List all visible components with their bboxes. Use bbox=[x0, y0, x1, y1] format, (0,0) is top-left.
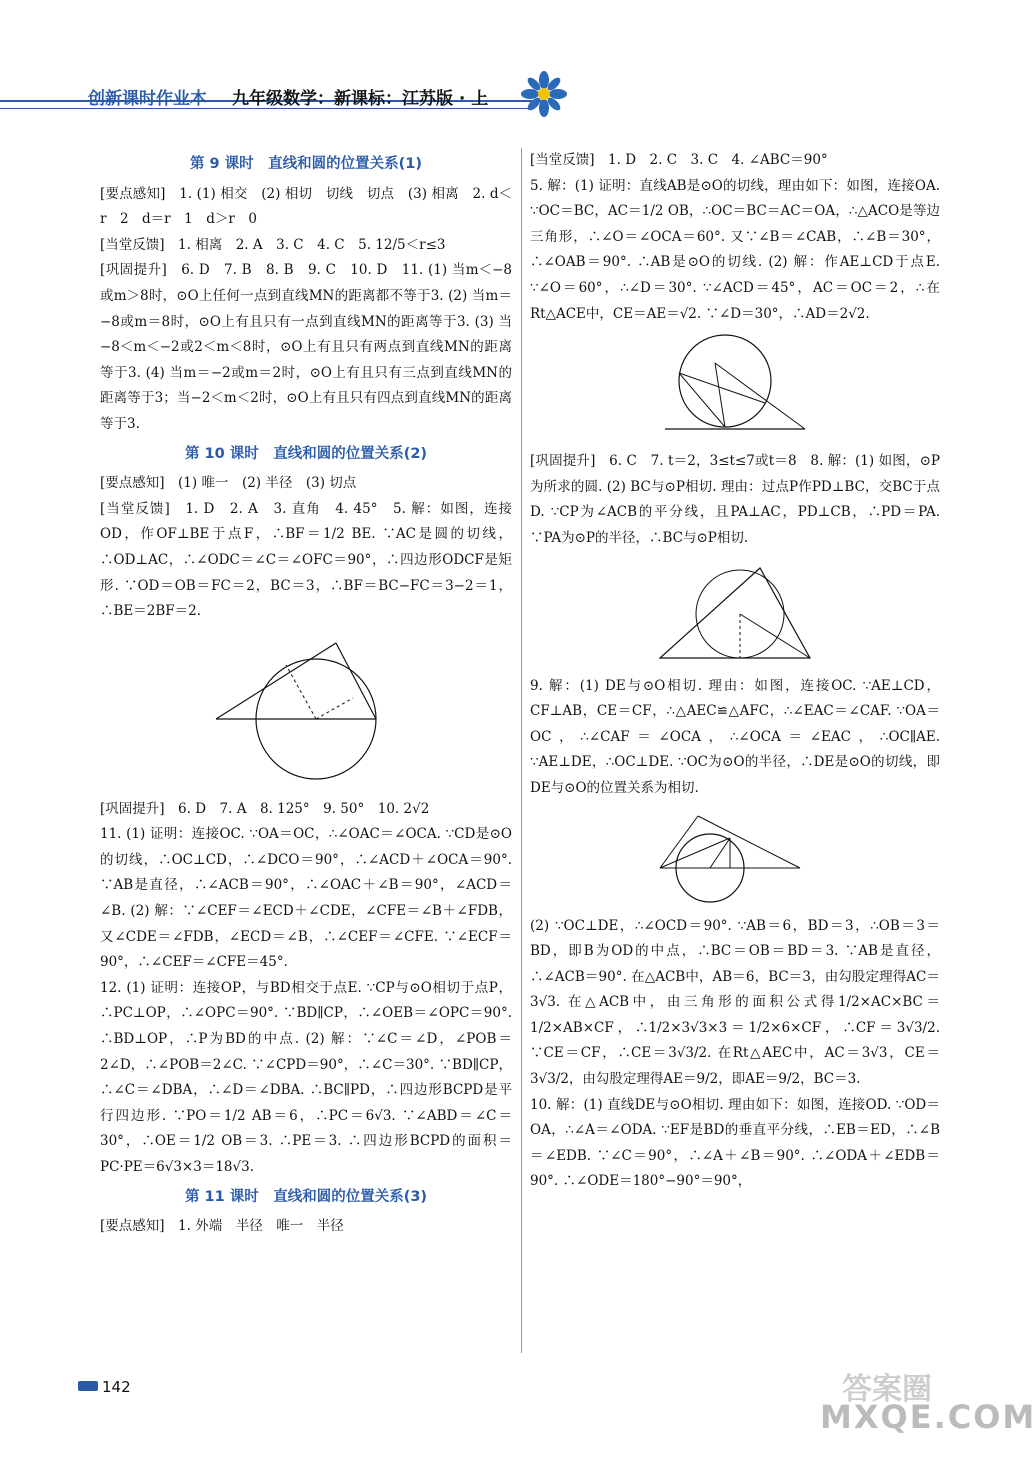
answer-paragraph: [当堂反馈] 1. D 2. A 3. 直角 4. 45° 5. 解：如图，连接OD，作OF⊥BE于点F，∴BF＝1/2 BE. ∵AC是圆的切线，∴OD⊥AC，∴∠ODC＝∠C＝∠OFC＝90°，∴四边形ODCF是矩形. ∵OD＝OB＝FC＝2，BC＝3，∴BF＝BC−FC＝3−2＝1，∴BE＝2BF＝2. bbox=[100, 500, 512, 620]
answer-paragraph: 9. 解：(1) DE与⊙O相切. 理由：如图，连接OC. ∵AE⊥CD，CF⊥AB，CE＝CF，∴△AEC≌△AFC，∴∠EAC＝∠CAF. ∵OA＝OC，∴∠CAF＝∠OCA，∴∠OCA＝∠EAC，∴OC∥AE. ∵AE⊥DE，∴OC⊥DE. ∵OC为⊙O的半径，∴DE是⊙O的切线，即DE与⊙O的位置关系为相切. bbox=[530, 677, 940, 796]
section-title-9: 第 9 课时 直线和圆的位置关系(1) bbox=[189, 156, 423, 172]
book-subtitle: 九年级数学：新课标：江苏版 · 上 bbox=[232, 89, 489, 109]
answer-paragraph: [当堂反馈] 1. 相离 2. A 3. C 4. C 5. 12/5＜r≤3 bbox=[100, 236, 446, 253]
geometry-figure-circle-tangent bbox=[206, 631, 406, 791]
answer-paragraph: 5. 解：(1) 证明：直线AB是⊙O的切线，理由如下：如图，连接OA. ∵OC＝BC，AC＝1/2 OB，∴OC＝BC＝AC＝OA，∴△ACO是等边三角形，∴∠O＝∠OCA＝60°. 又∵∠B＝∠CAB，∴∠B＝30°，∴∠OAB＝90°. ∴AB是⊙O的切线. (2) 解：作AE⊥CD于点E. ∵∠O＝60°，∴∠D＝30°. ∵∠ACD＝45°，AC＝OC＝2，∴在Rt△ACE中，CE＝AE＝√2. ∵∠D＝30°，∴AD＝2√2. bbox=[530, 177, 940, 322]
geometry-figure-circle-p bbox=[650, 558, 820, 668]
answer-paragraph: [巩固提升] 6. C 7. t＝2，3≤t≤7或t＝8 8. 解：(1) 如图，⊙P为所求的圆. (2) BC与⊙P相切. 理由：过点P作PD⊥BC，交BC于点D. ∵CP为∠ACB的平分线，且PA⊥AC，PD⊥CB，∴PD＝PA. ∵PA为⊙P的半径，∴BC与⊙P相切. bbox=[530, 453, 940, 546]
answer-paragraph: 10. 解：(1) 直线DE与⊙O相切. 理由如下：如图，连接OD. ∵OD＝OA，∴∠A＝∠ODA. ∵EF是BD的垂直平分线，∴EB＝ED，∴∠B＝∠EDB. ∵∠C＝90°，∴∠A＋∠B＝90°. ∴∠ODA＋∠EDB＝90°. ∴∠ODE＝180°−90°＝90°， bbox=[530, 1096, 940, 1190]
page-number: 142 bbox=[102, 1378, 131, 1396]
watermark: MXQE.COM bbox=[820, 1398, 1036, 1436]
geometry-figure-tangent-ab bbox=[655, 333, 815, 443]
column-divider bbox=[521, 148, 522, 1353]
section-title-11: 第 11 课时 直线和圆的位置关系(3) bbox=[184, 1188, 428, 1205]
page-marker bbox=[78, 1381, 98, 1391]
answer-paragraph: 11. (1) 证明：连接OC. ∵OA＝OC，∴∠OAC＝∠OCA. ∵CD是⊙O的切线，∴OC⊥CD，∴∠DCO＝90°，∴∠ACD＋∠OCA＝90°. ∵AB是直径，∴∠ACB＝90°，∴∠OAC＋∠B＝90°，∠ACD＝∠B. (2) 解：∵∠CEF＝∠ECD＋∠CDE，∠CFE＝∠B＋∠FDB，又∠CDE＝∠FDB，∠ECD＝∠B，∴∠CEF＝∠CFE. ∵∠ECF＝90°，∴∠CEF＝∠CFE＝45°. bbox=[100, 826, 512, 971]
answer-paragraph: [巩固提升] 6. D 7. A 8. 125° 9. 50° 10. 2√2 bbox=[100, 800, 430, 817]
answer-paragraph: 12. (1) 证明：连接OP，与BD相交于点E. ∵CP与⊙O相切于点P，∴PC⊥OP，∴∠OPC＝90°. ∵BD∥CP，∴∠OEB＝∠OPC＝90°. ∴BD⊥OP，∴P为BD的中点. (2) 解：∵∠C＝∠D，∠POB＝2∠D，∴∠POB＝2∠C. ∵∠CPD＝90°，∴∠C＝30°. ∵BD∥CP，∴∠C＝∠DBA，∴∠D＝∠DBA. ∴BC∥PD，∴四边形BCPD是平行四边形. ∵PO＝1/2 AB＝6，∴PC＝6√3. ∵∠ABD＝∠C＝30°，∴OE＝1/2 OB＝3. ∴PE＝3. ∴四边形BCPD的面积＝PC·PE＝6√3×3＝18√3. bbox=[100, 979, 512, 1175]
flower-icon bbox=[520, 70, 568, 118]
page-header bbox=[0, 78, 1000, 138]
answer-paragraph: [要点感知] (1) 唯一 (2) 半径 (3) 切点 bbox=[100, 475, 357, 492]
answer-paragraph: [要点感知] 1. 外端 半径 唯一 半径 bbox=[100, 1218, 344, 1235]
left-column bbox=[100, 148, 512, 1240]
answer-paragraph: [要点感知] 1. (1) 相交 (2) 相切 切线 切点 (3) 相离 2. d＜r 2 d＝r 1 d＞r 0 bbox=[100, 185, 512, 228]
answer-paragraph: [巩固提升] 6. D 7. B 8. B 9. C 10. D 11. (1) 当m＜−8或m＞8时，⊙O上任何一点到直线MN的距离都不等于3. (2) 当m＝−8或m＝8时，⊙O上有且只有一点到直线MN的距离等于3. (3) 当−8＜m＜−2或2＜m＜8时，⊙O上有且只有两点到直线MN的距离等于3. (4) 当m＝−2或m＝2时，⊙O上有且只有三点到直线MN的距离等于3；当−2＜m＜2时，⊙O上有且只有四点到直线MN的距离等于3. bbox=[100, 262, 512, 432]
answer-paragraph: [当堂反馈] 1. D 2. C 3. C 4. ∠ABC＝90° bbox=[530, 152, 828, 168]
watermark-logo: 答案圈 bbox=[842, 1372, 932, 1407]
geometry-figure-de-tangent bbox=[650, 808, 820, 908]
section-title-10: 第 10 课时 直线和圆的位置关系(2) bbox=[184, 445, 428, 462]
series-title: 创新课时作业本 bbox=[88, 89, 207, 109]
right-column bbox=[530, 148, 940, 1195]
answer-paragraph: (2) ∵OC⊥DE，∴∠OCD＝90°. ∵AB＝6，BD＝3，∴OB＝3＝BD，即B为OD的中点，∴BC＝OB＝BD＝3. ∵AB是直径，∴∠ACB＝90°. 在△ACB中，AB＝6，BC＝3，由勾股定理得AC＝3√3. 在△ACB中，由三角形的面积公式得1/2×AC×BC＝1/2×AB×CF，∴1/2×3√3×3＝1/2×6×CF，∴CF＝3√3/2. ∵CE＝CF，∴CE＝3√3/2. 在Rt△AEC中，AC＝3√3，CE＝3√3/2，由勾股定理得AE＝9/2，即AE＝9/2，BC＝3. bbox=[530, 917, 940, 1088]
